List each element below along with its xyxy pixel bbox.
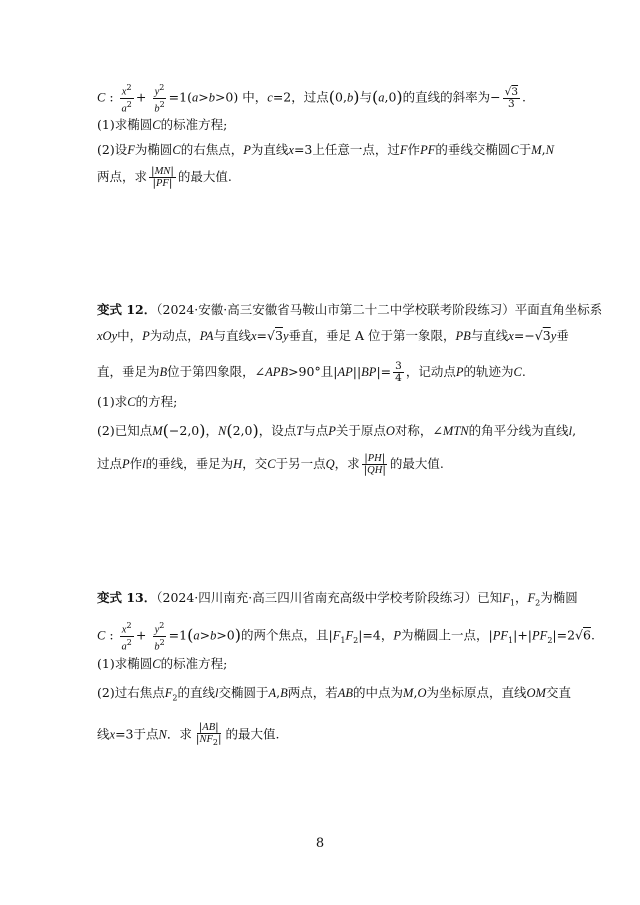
problem-b-question-2: (2)已知点M(−2,0)，N(2,0)，设点T与点P关于原点O对称，∠MTN的角平分线为直线l, (97, 421, 577, 440)
problem-c-label: 变式 13． (97, 590, 157, 605)
problem-c-line-5: 线x=3于点N．求 $\frac{|AB|}{|NF_2|}$ 的最大值. (97, 721, 280, 748)
problem-c-question-2: (2)过右焦点$F_2$的直线l交椭圆于A,B两点，若AB的中点为M,O为坐标原点，直线OM交直 (97, 685, 571, 703)
problem-b-source: （2024·安徽·高三安徽省马鞍山市第二十二中学校联考阶段练习） (156, 302, 515, 317)
page-number: 8 (315, 836, 325, 851)
problem-b-label: 变式 12． (97, 302, 157, 317)
problem-a-question-2: (2)设F为椭圆C的右焦点，P为直线x=3上任意一点，过F作PF的垂线交椭圆C于M,N (97, 142, 554, 157)
problem-b-line-3: 直，垂足为B位于第四象限，∠APB>90°且|AP||BP|= $\frac{3}{4}$ ，记动点P的轨迹为C. (97, 360, 526, 384)
problem-a-line-4: 两点，求 $\frac{|MN|}{|PF|}$ 的最大值. (97, 165, 232, 189)
problem-b-question-1: (1)求C的方程; (97, 394, 178, 409)
problem-b-line-2: xOy中，P为动点，PA与直线x=√3y垂直，垂足 A 位于第一象限，PB与直线x=−√3y垂 (97, 328, 569, 343)
problem-b-line-6: 过点P作l的垂线，垂足为H，交C于另一点Q，求 $\frac{|PH|}{|QH|}$ 的最大值. (97, 452, 444, 476)
problem-a-question-1: (1)求椭圆C的标准方程; (97, 117, 228, 132)
problem-c-line-2: C : $\frac{x^2}{a^2}$ + $\frac{y^2}{b^2}$ =1(a>b>0)的两个焦点，且$|F_1F_2|=4$，P为椭圆上一点，$|PF_1|+|PF_2|=2√6$. (97, 621, 595, 652)
problem-a-line-1: C : $\frac{x^2}{a^2}$ + $\frac{y^2}{b^2}$ =1(a>b>0) 中，c=2，过点(0,b)与(a,0)的直线的斜率为− $\frac{√3}{3}$ . (97, 83, 527, 114)
problem-b-line-1: 变式 12．（2024·安徽·高三安徽省马鞍山市第二十二中学校联考阶段练习）平面直角坐标系 (97, 302, 603, 317)
problem-c-source: （2024·四川南充·高三四川省南充高级中学校考阶段练习） (156, 590, 478, 605)
problem-c-line-1: 变式 13．（2024·四川南充·高三四川省南充高级中学校考阶段练习）已知$F_1$，$F_2$为椭圆 (97, 590, 578, 608)
problem-c-question-1: (1)求椭圆C的标准方程; (97, 656, 228, 671)
